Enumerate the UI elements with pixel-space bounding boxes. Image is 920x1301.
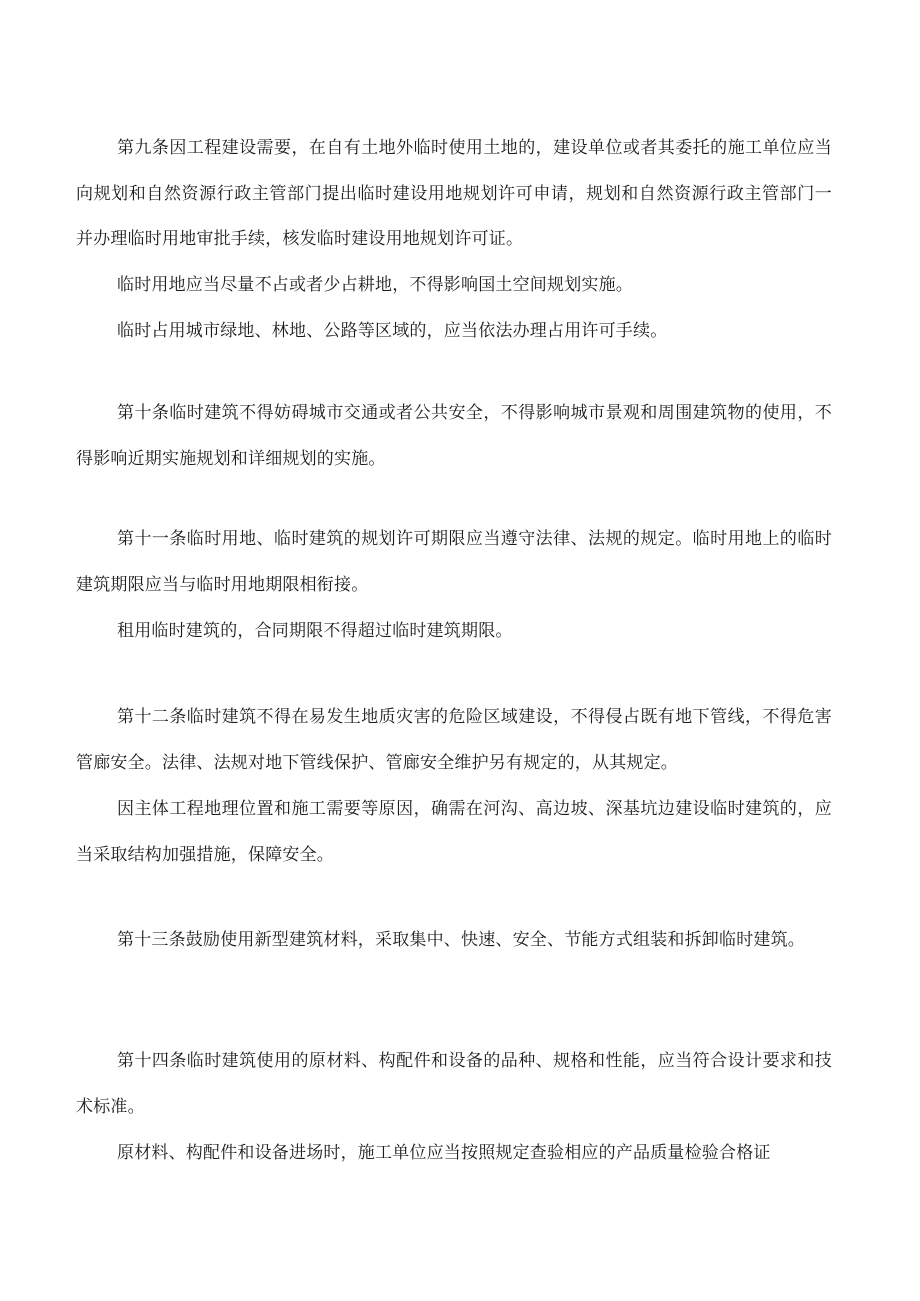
article-10-paragraph: 第十条临时建筑不得妨碍城市交通或者公共安全，不得影响城市景观和周围建筑物的使用，不得影响近期实施规划和详细规划的实施。 xyxy=(76,403,832,469)
article-13-paragraph: 第十三条鼓励使用新型建筑材料，采取集中、快速、安全、节能方式组装和拆卸临时建筑。 xyxy=(117,930,805,950)
article-9-paragraph-3: 临时占用城市绿地、林地、公路等区域的，应当依法办理占用许可手续。 xyxy=(117,321,668,341)
article-14-paragraph: 第十四条临时建筑使用的原材料、构配件和设备的品种、规格和性能，应当符合设计要求和技术标准。 xyxy=(76,1051,832,1117)
article-11-paragraph: 第十一条临时用地、临时建筑的规划许可期限应当遵守法律、法规的规定。临时用地上的临时建筑期限应当与临时用地期限相衔接。 xyxy=(76,529,832,595)
article-14-paragraph-2: 原材料、构配件和设备进场时，施工单位应当按照规定查验相应的产品质量检验合格证 xyxy=(117,1143,771,1163)
article-12-paragraph-2: 因主体工程地理位置和施工需要等原因，确需在河沟、高边坡、深基坑边建设临时建筑的，应当采取结构加强措施，保障安全。 xyxy=(76,799,832,865)
article-11-paragraph-2: 租用临时建筑的，合同期限不得超过临时建筑期限。 xyxy=(117,621,513,641)
article-9-paragraph: 第九条因工程建设需要，在自有土地外临时使用土地的，建设单位或者其委托的施工单位应当向规划和自然资源行政主管部门提出临时建设用地规划许可申请，规划和自然资源行政主管部门一并办理临时用地审批手续，核发临时建设用地规划许可证。 xyxy=(76,138,832,249)
article-9-paragraph-2: 临时用地应当尽量不占或者少占耕地，不得影响国土空间规划实施。 xyxy=(117,275,633,295)
article-12-paragraph: 第十二条临时建筑不得在易发生地质灾害的危险区域建设，不得侵占既有地下管线，不得危害管廊安全。法律、法规对地下管线保护、管廊安全维护另有规定的，从其规定。 xyxy=(76,707,832,773)
